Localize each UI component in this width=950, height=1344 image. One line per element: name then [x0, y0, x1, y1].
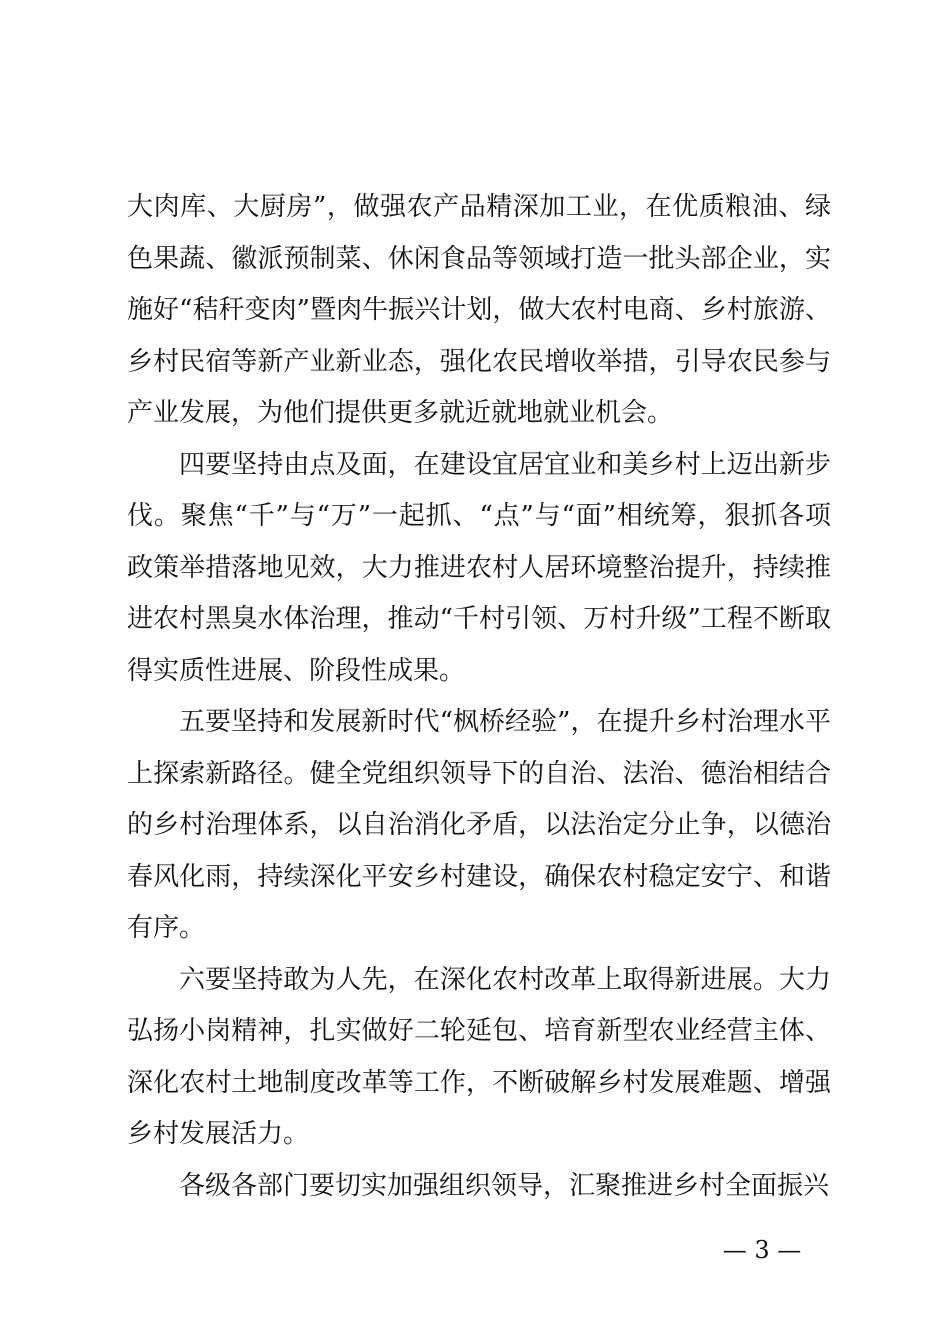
paragraph-5: 各级各部门要切实加强组织领导，汇聚推进乡村全面振兴: [179, 1170, 830, 1201]
paragraph-3: 五要坚持和发展新时代“枫桥经验”，在提升乡村治理水平上探索新路径。健全党组织领导下的自治、法治、德治相结合的乡村治理体系，以自治消化矛盾，以法治定分止争，以德治春风化雨，持续深化平安乡村建设，确保农村稳定安宁、和谐有序。: [127, 707, 831, 943]
page-number: — 3 —: [722, 1236, 802, 1264]
paragraph-4: 六要坚持敢为人先，在深化农村改革上取得新进展。大力弘扬小岗精神，扎实做好二轮延包、培育新型农业经营主体、深化农村土地制度改革等工作，不断破解乡村发展难题、增强乡村发展活力。: [127, 964, 831, 1149]
paragraph-1: 大肉库、大厨房”，做强农产品精深加工业，在优质粮油、绿色果蔬、徽派预制菜、休闲食品等领域打造一批头部企业，实施好“秸秆变肉”暨肉牛振兴计划，做大农村电商、乡村旅游、乡村民宿等新产业新业态，强化农民增收举措，引导农民参与产业发展，为他们提供更多就近就地就业机会。: [127, 192, 831, 428]
document-body: [127, 182, 831, 1212]
paragraph-2: 四要坚持由点及面，在建设宜居宜业和美乡村上迈出新步伐。聚焦“千”与“万”一起抓、“点”与“面”相统筹，狠抓各项政策举措落地见效，大力推进农村人居环境整治提升，持续推进农村黑臭水体治理，推动“千村引领、万村升级”工程不断取得实质性进展、阶段性成果。: [127, 449, 831, 686]
